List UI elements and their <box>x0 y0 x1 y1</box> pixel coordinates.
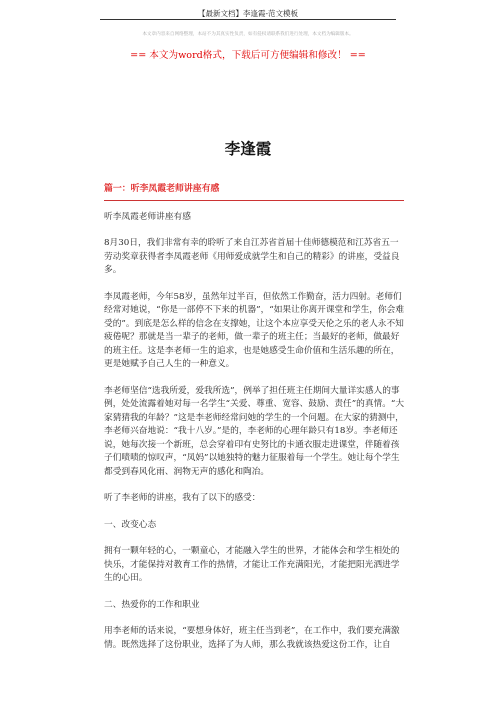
section-title: 篇一：听李凤霞老师讲座有感 <box>104 183 404 201</box>
document-title: 李逢霞 <box>224 139 272 158</box>
subheading: 一、改变心态 <box>104 519 157 530</box>
header-divider <box>100 19 396 20</box>
paragraph: 李老师坚信“选我所爱，爱我所选”，例举了担任班主任期间大量详实感人的事例，处处流露着她对每一名学生“关爱、尊重、宽容、鼓励、责任”的真情。“大家猜猜我的年龄？”这是李老师经常问她的学生的一个问题。在大家的猜测中，李老师兴奋地说：“我十八岁。”是的，李老师的心理年龄只有18岁。李老师还说，她每次接一个新班，总会穿着印有史努比的卡通衣服走进课堂，伴随着孩子们啧啧的惊叹声，“凤妈”以她独特的魅力征服着每一个学生。她让每个学生都受到春风化雨、润物无声的感化和陶冶。 <box>104 385 405 477</box>
paragraph: 李凤霞老师，今年58岁，虽然年过半百，但依然工作勤奋，活力四射。老师们经常对她说，“你是一部停不下来的机器”，“如果让你离开课堂和学生，你会难受的”。到底是怎么样的信念在支撑她，让这个本应享受天伦之乐的老人永不知疲倦呢？那就是当一辈子的老师，做一辈子的班主任；当最好的老师，做最好的班主任。这是李老师一生的追求，也是她感受生命价值和生活乐趣的所在，更是她赋予自己人生的一种意义。 <box>104 291 405 369</box>
subheading: 二、热爱你的工作和职业 <box>104 599 200 610</box>
paragraph: 拥有一颗年轻的心，一颗童心，才能融入学生的世界，才能体会和学生相处的快乐，才能保持对教育工作的热情，才能让工作充满阳光，才能把阳光洒进学生的心田。 <box>104 546 400 583</box>
paragraph: 8月30日，我们非常有幸的聆听了来自江苏省首届十佳师德模范和江苏省五一劳动奖章获得者李凤霞老师《用师爱成就学生和自己的精彩》的讲座，受益良多。 <box>104 238 400 275</box>
paragraph: 听了李老师的讲座，我有了以下的感受： <box>104 493 261 503</box>
document-body <box>104 183 404 665</box>
header-title: 【最新文档】李逢霞-范文模板 <box>197 9 299 18</box>
disclaimer-text: 本文章内容来自网络整理，本站不为其真实性负责，如有侵权请联系我们进行处理，本文档为编辑版本。 <box>142 32 354 37</box>
paragraph: 用李老师的话来说，“要想身体好，班主任当到老”，在工作中，我们要充满激情。既然选择了这份职业，选择了为人师，那么我就该热爱这份工作，让自 <box>104 626 400 650</box>
paragraph: 听李凤霞老师讲座有感 <box>104 211 191 222</box>
word-format-notice: == 本文为word格式，下载后可方便编辑和修改！ == <box>130 50 366 61</box>
